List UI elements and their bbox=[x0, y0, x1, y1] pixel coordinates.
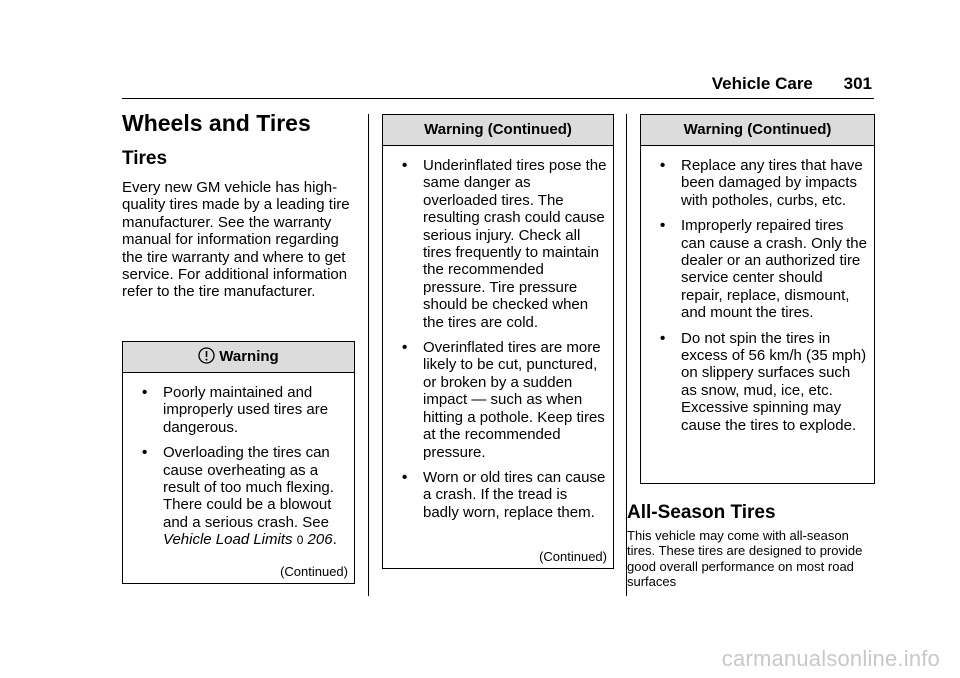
all-season-paragraph: This vehicle may come with all-season tires. These tires are designed to provide good overall performance on most road surfaces bbox=[627, 528, 863, 590]
warning-item: • Poorly maintained and improperly used tires are dangerous. bbox=[142, 384, 329, 436]
header-rule bbox=[122, 98, 874, 99]
warning-box-3 bbox=[640, 114, 875, 484]
bullet: • bbox=[660, 217, 666, 235]
warning-list bbox=[383, 146, 613, 521]
warning-item: • Overloading the tires can cause overheating as a result of too much flexing. There could be a blowout and a serious crash. See Vehicle Load Limits 0 206. bbox=[142, 444, 337, 549]
bullet: • bbox=[402, 339, 408, 357]
page-title: Wheels and Tires bbox=[122, 110, 311, 136]
warning-item: • Worn or old tires can cause a crash. If the tread is badly worn, replace them. bbox=[402, 468, 606, 521]
warning-box-1 bbox=[122, 341, 355, 584]
continued-label: (Continued) bbox=[280, 564, 348, 579]
section-heading-tires: Tires bbox=[122, 148, 168, 169]
column-divider-1 bbox=[368, 114, 369, 596]
warning-header bbox=[123, 342, 354, 373]
page-number: 301 bbox=[843, 74, 872, 93]
warning-header: Warning (Continued) bbox=[641, 115, 874, 146]
bullet: • bbox=[402, 157, 408, 174]
bullet: • bbox=[142, 384, 148, 401]
warning-item: • Do not spin the tires in excess of 56 km/h (35 mph) on slippery surfaces such as snow, mud, ice, etc. Excessive spinning may cause the tires to explode. bbox=[660, 329, 867, 434]
intro-paragraph: Every new GM vehicle has high-quality tires made by a leading tire manufacturer. See the warranty manual for information regarding the tire warranty and where to get service. For additional information refer to the tire manufacturer. bbox=[122, 179, 350, 301]
bullet: • bbox=[660, 157, 666, 174]
warning-title: Warning bbox=[219, 348, 279, 365]
xref-arrow: 0 bbox=[296, 533, 304, 548]
warning-item: • Underinflated tires pose the same danger as overloaded tires. The resulting crash could cause serious injury. Check all tires frequently to maintain the recommended pressure. Tire pressure should be checked when the tires are cold. bbox=[402, 157, 607, 331]
xref-link[interactable]: Vehicle Load Limits bbox=[163, 531, 293, 549]
warning-box-2 bbox=[382, 114, 614, 569]
section-title: Vehicle Care bbox=[711, 74, 813, 93]
warning-item: • Overinflated tires are more likely to be cut, punctured, or broken by a sudden impact — such as when hitting a pothole. Keep tires at the recommended pressure. bbox=[402, 339, 605, 461]
warning-list bbox=[641, 146, 874, 434]
warning-item: • Replace any tires that have been damaged by impacts with potholes, curbs, etc. bbox=[660, 157, 863, 209]
bullet: • bbox=[142, 444, 148, 462]
continued-label: (Continued) bbox=[539, 549, 607, 564]
xref-page[interactable]: 206 bbox=[307, 531, 333, 549]
warning-item: • Improperly repaired tires can cause a crash. Only the dealer or an authorized tire service center should repair, replace, dismount, and mount the tires. bbox=[660, 217, 867, 322]
watermark: carmanualsonline.info bbox=[721, 646, 940, 671]
page-header bbox=[712, 74, 872, 94]
section-heading-all-season: All-Season Tires bbox=[627, 502, 776, 523]
bullet: • bbox=[660, 329, 666, 347]
warning-header: Warning (Continued) bbox=[383, 115, 613, 146]
warning-list bbox=[123, 373, 354, 550]
warning-circle-icon bbox=[198, 345, 215, 375]
bullet: • bbox=[402, 468, 408, 486]
